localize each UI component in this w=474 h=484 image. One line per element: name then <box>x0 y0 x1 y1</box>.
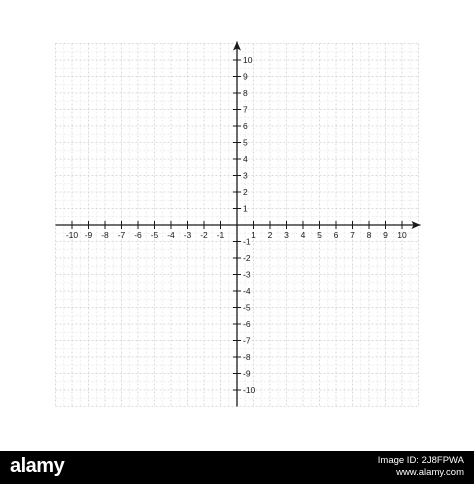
y-tick-label: 4 <box>243 154 248 164</box>
y-tick-label: 2 <box>243 187 248 197</box>
x-tick-label: -6 <box>134 230 142 240</box>
x-tick-label: 2 <box>267 230 273 240</box>
image-id: Image ID: 2J8FPWA <box>377 455 464 466</box>
x-tick-label: -4 <box>167 230 175 240</box>
y-tick-label: 9 <box>243 71 248 82</box>
y-tick-label: -10 <box>243 385 256 395</box>
y-tick-label: 8 <box>243 88 248 98</box>
y-tick-label: 10 <box>243 55 253 65</box>
x-tick-label: -8 <box>101 230 109 240</box>
x-tick-label: 4 <box>300 230 306 240</box>
x-tick-label: 8 <box>366 230 372 240</box>
x-tick-label: -7 <box>117 230 126 240</box>
x-tick-label: 10 <box>397 230 407 240</box>
y-tick-label: -6 <box>243 319 251 329</box>
brand-logo: alamy <box>10 455 65 477</box>
y-tick-label: -7 <box>243 335 251 346</box>
x-tick-label: -10 <box>65 230 79 240</box>
x-tick-label: -2 <box>200 230 208 240</box>
axes <box>56 42 421 407</box>
x-tick-label: 9 <box>383 230 388 240</box>
x-tick-label: -3 <box>183 230 192 240</box>
y-tick-label: 5 <box>243 137 248 148</box>
watermark-footer <box>0 451 474 484</box>
y-tick-label: -2 <box>243 253 251 263</box>
y-tick-label: -1 <box>243 236 251 247</box>
x-tick-label: 6 <box>333 230 339 240</box>
x-tick-label: 7 <box>350 230 355 240</box>
y-tick-label: -5 <box>243 302 251 313</box>
y-tick-label: 1 <box>243 203 248 214</box>
y-tick-label: -8 <box>243 352 251 362</box>
x-tick-label: 1 <box>251 230 256 240</box>
y-tick-label: 7 <box>243 104 248 115</box>
x-tick-label: -5 <box>150 230 159 240</box>
x-tick-label: 5 <box>317 230 322 240</box>
y-tick-label: -4 <box>243 286 251 296</box>
x-tick-label: -1 <box>216 230 225 240</box>
y-tick-label: 3 <box>243 170 248 181</box>
y-tick-label: -3 <box>243 269 251 280</box>
site-url: www.alamy.com <box>396 467 464 478</box>
x-tick-label: 3 <box>284 230 289 240</box>
image-meta <box>378 455 464 479</box>
y-tick-label: -9 <box>243 368 251 379</box>
y-tick-label: 6 <box>243 121 248 131</box>
x-tick-label: -9 <box>84 230 93 240</box>
